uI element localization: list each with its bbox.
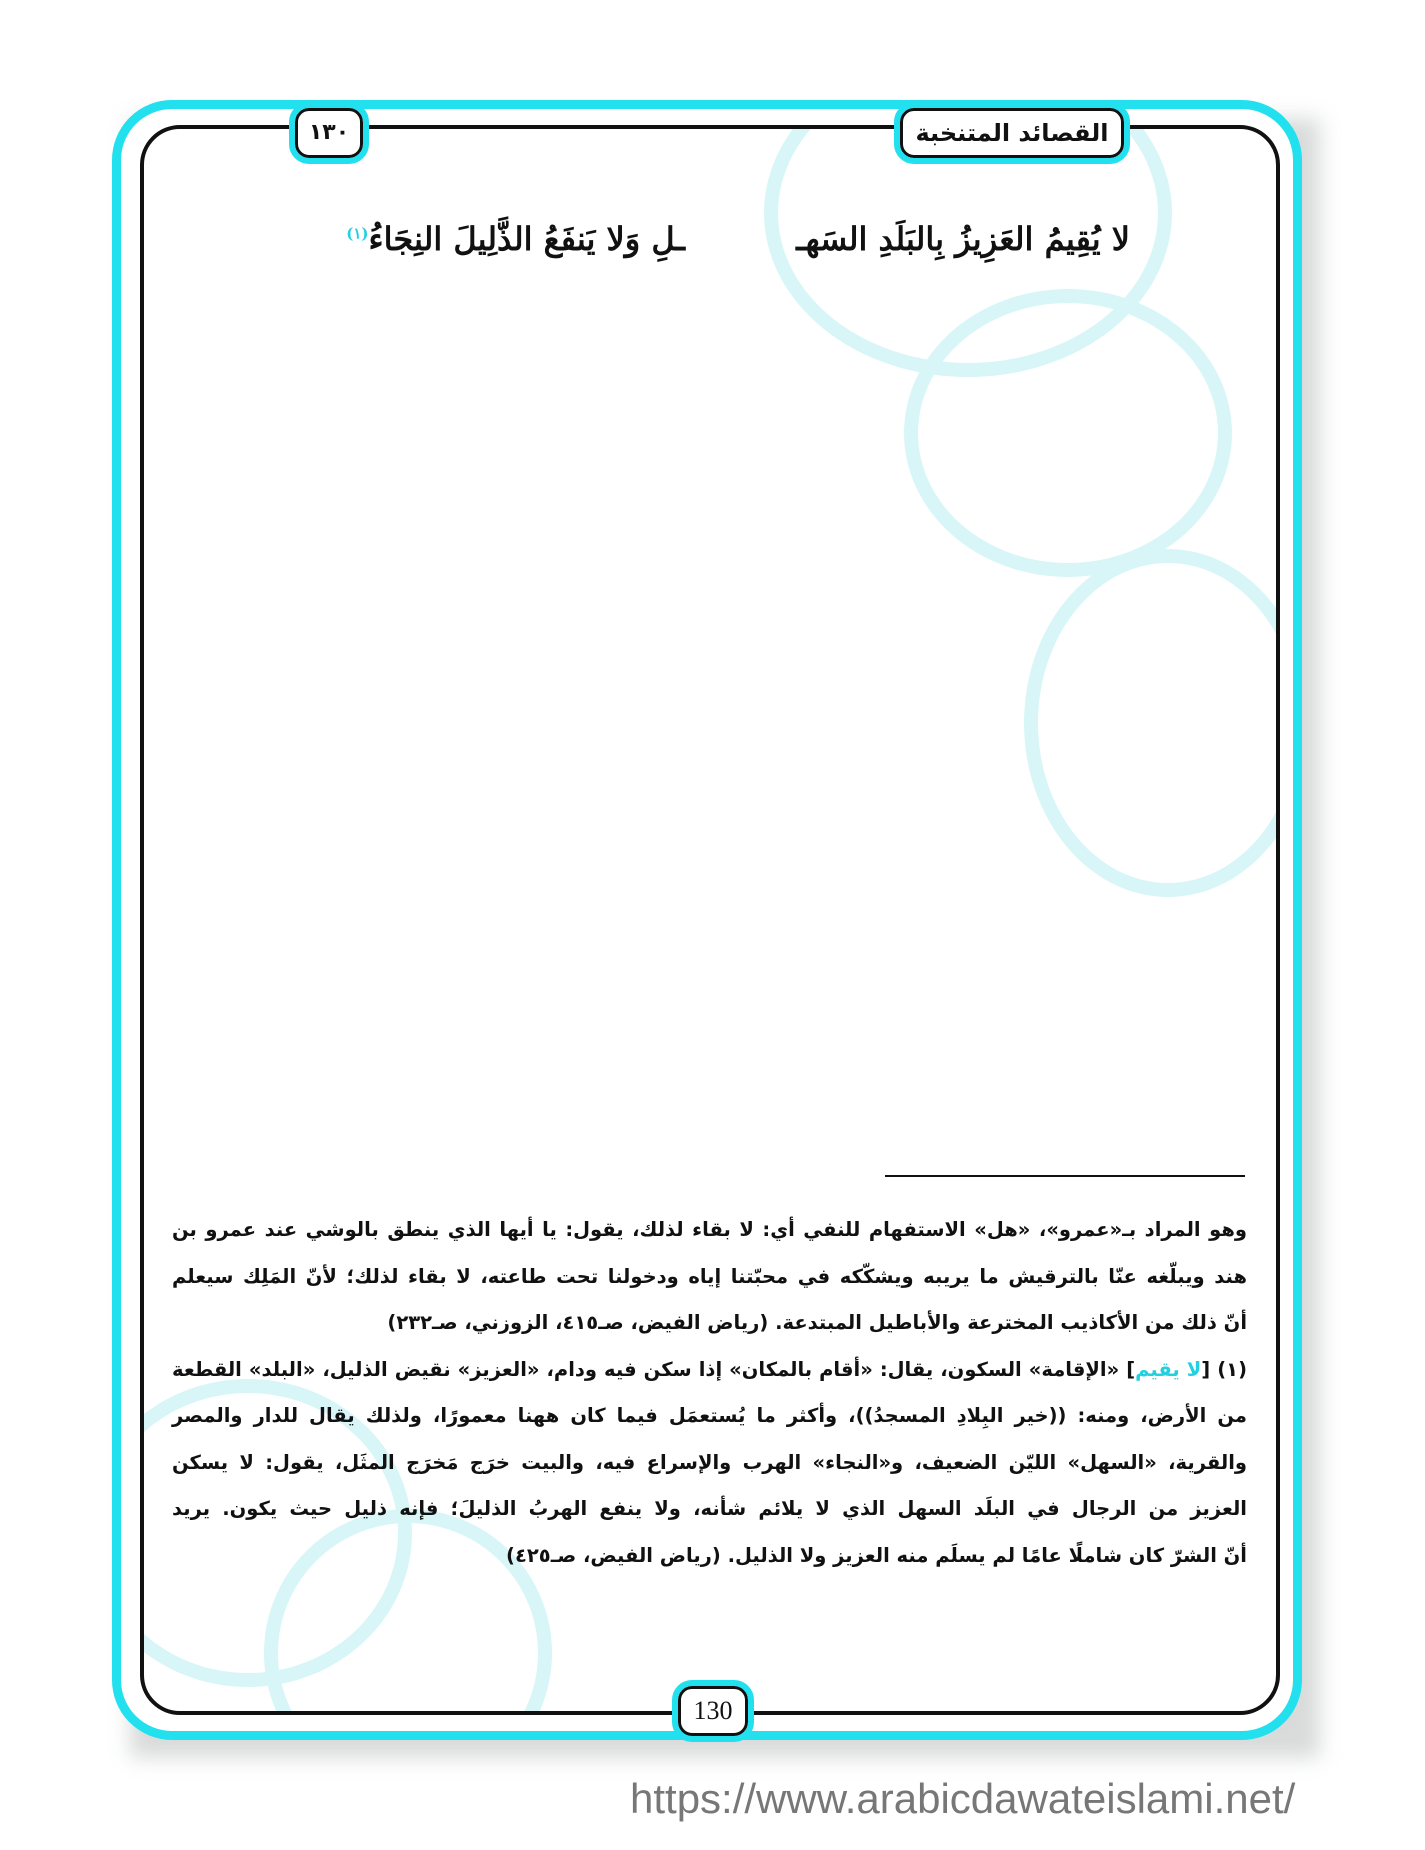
verse-hemistich-2 xyxy=(346,220,685,258)
running-header-title: القصائد المتنخبة xyxy=(900,108,1124,158)
footnote-text: «الإقامة» السكون، يقال: «أقام بالمكان» إذا سكن فيه ودام، «العزيز» نقيض الذليل، «البلد» القطعة xyxy=(172,1357,1120,1381)
footer-page-number: 130 xyxy=(678,1686,748,1736)
footnote-line: والقرية، «السهل» الليّن الضعيف، و«النجاء» الهرب والإسراع فيه، والبيت خرَج مَخرَج المثَل، يقول: لا يسكن xyxy=(172,1450,1247,1474)
footnote-keyword: لا يقيم xyxy=(1135,1357,1202,1381)
note-line: وهو المراد بـ«عمرو»، «هل» الاستفهام للنفي أي: لا بقاء لذلك، يقول: يا أيها الذي ينطق بالوشي عند عمرو بن xyxy=(172,1218,1247,1241)
footnote-1-line: (١) [لا يقيم] «الإقامة» السكون، يقال: «أقام بالمكان» إذا سكن فيه ودام، «العزيز» نقيض الذليل، «البلد» القطعة xyxy=(172,1357,1247,1381)
footnote-line: من الأرض، ومنه: ((خير البِلادِ المسجدُ))، وأكثر ما يُستعمَل فيما كان ههنا معمورًا، ولذلك يقال للدار والمصر xyxy=(172,1404,1247,1427)
verse-hemistich-1: لا يُقِيمُ العَزِيزُ بِالبَلَدِ السَهـ xyxy=(796,220,1130,258)
watermark-url[interactable]: https://www.arabicdawateislami.net/ xyxy=(630,1775,1296,1822)
header-page-number: ١٣٠ xyxy=(295,108,363,158)
verse-hemistich-2-text: ـلِ وَلا يَنفَعُ الذَّلِيلَ النِجَاءُ xyxy=(368,220,685,258)
ornament-swirl xyxy=(904,289,1232,577)
note-line: أنّ ذلك من الأكاذيب المخترعة والأباطيل المبتدعة. (رياض الفيض، صـ٤١٥، الزوزني، صـ٢٣٢) xyxy=(387,1311,1247,1334)
footnote-reference[interactable]: (١) xyxy=(346,224,369,243)
note-line: هند ويبلّغه عنّا بالترقيش ما يريبه ويشكّكه في محبّتنا إياه ودخولنا تحت طاعته، لا بقاء لذلك؛ لأنّ المَلِك سيعلم xyxy=(172,1264,1247,1288)
ornament-swirl xyxy=(1024,549,1280,897)
footnote-line: العزيز من الرجال في البلَد السهل الذي لا يلائم شأنه، ولا ينفع الهربُ الذليلَ؛ فإنه ذليل حيث يكون. يريد xyxy=(172,1497,1247,1520)
footnote-number: (١) xyxy=(1217,1357,1247,1381)
footnote-divider xyxy=(885,1175,1245,1177)
footnotes xyxy=(172,1207,1247,1579)
poem-verse xyxy=(290,220,1130,280)
footnote-line: أنّ الشرّ كان شاملًا عامًا لم يسلَم منه العزيز ولا الذليل. (رياض الفيض، صـ٤٢٥) xyxy=(506,1543,1247,1567)
